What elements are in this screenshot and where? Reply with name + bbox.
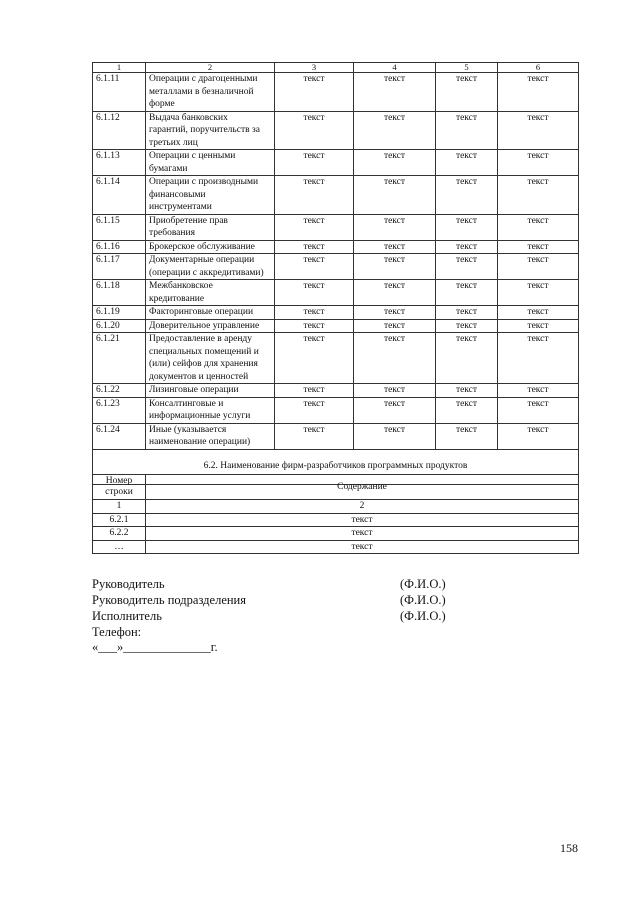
operation-name-line: Доверительное управление — [149, 320, 260, 331]
operation-name — [146, 280, 275, 306]
column-number-1: 1 — [93, 63, 146, 73]
operation-row — [93, 280, 579, 306]
value-cell-col6: текст — [498, 254, 579, 280]
dev-colnum-1: 1 — [93, 500, 146, 514]
operation-name-line: Иные (указывается — [149, 424, 227, 435]
value-cell-col6: текст — [498, 150, 579, 176]
operation-name — [146, 423, 275, 449]
operation-row — [93, 73, 579, 112]
operation-name-line: (или) сейфов для хранения — [149, 359, 258, 369]
operation-name — [146, 306, 275, 320]
value-cell-col4: текст — [354, 176, 436, 215]
operation-name-line: кредитование — [149, 293, 205, 304]
value-cell-col5: текст — [436, 280, 498, 306]
value-cell-col6: текст — [498, 384, 579, 398]
column-number-row — [93, 63, 579, 73]
value-cell-col6: текст — [498, 111, 579, 150]
operation-name — [146, 240, 275, 254]
signature-head-label: Руководитель — [92, 577, 165, 591]
row-number: 6.1.12 — [93, 111, 146, 150]
dev-row — [93, 540, 579, 554]
row-number: 6.1.18 — [93, 280, 146, 306]
value-cell-col4: текст — [354, 73, 436, 112]
value-cell-col4: текст — [354, 214, 436, 240]
value-cell-col5: текст — [436, 111, 498, 150]
row-number: 6.1.14 — [93, 176, 146, 215]
operation-row — [93, 240, 579, 254]
operation-name-line: Операции с ценными — [149, 151, 236, 161]
dev-header-number: Номер строки — [93, 475, 146, 500]
operation-row — [93, 333, 579, 384]
operation-name — [146, 73, 275, 112]
operation-name-line: гарантий, поручительств за — [149, 125, 260, 135]
column-number-6: 6 — [498, 63, 579, 73]
operation-name — [146, 384, 275, 398]
operation-name — [146, 254, 275, 280]
value-cell-col3: текст — [275, 214, 354, 240]
value-cell-col6: текст — [498, 214, 579, 240]
operation-name-line: Предоставление в аренду — [149, 334, 253, 344]
operation-name-line: Консалтинговые и — [149, 398, 224, 409]
operation-name — [146, 176, 275, 215]
operation-name-line: металлами в безналичной — [149, 86, 254, 97]
value-cell-col6: текст — [498, 397, 579, 423]
dev-row — [93, 513, 579, 527]
value-cell-col4: текст — [354, 254, 436, 280]
value-cell-col5: текст — [436, 240, 498, 254]
value-cell-col5: текст — [436, 150, 498, 176]
value-cell-col5: текст — [436, 254, 498, 280]
value-cell-col4: текст — [354, 280, 436, 306]
section-title: 6.2. Наименование фирм-разработчиков программных продуктов — [93, 449, 579, 484]
value-cell-col5: текст — [436, 214, 498, 240]
operation-name-line: Брокерское обслуживание — [149, 241, 255, 252]
column-number-2: 2 — [146, 63, 275, 73]
operation-name-line: Операции с драгоценными — [149, 74, 258, 84]
value-cell-col4: текст — [354, 150, 436, 176]
row-number: 6.1.21 — [93, 333, 146, 384]
value-cell-col4: текст — [354, 397, 436, 423]
column-number-3: 3 — [275, 63, 354, 73]
operation-name-line: Факторинговые операции — [149, 307, 254, 317]
value-cell-col3: текст — [275, 73, 354, 112]
value-cell-col3: текст — [275, 111, 354, 150]
operation-row — [93, 214, 579, 240]
row-number: 6.1.22 — [93, 384, 146, 398]
signature-phone-label: Телефон: — [92, 625, 142, 639]
value-cell-col3: текст — [275, 280, 354, 306]
operation-row — [93, 176, 579, 215]
operation-name — [146, 214, 275, 240]
value-cell-col4: текст — [354, 111, 436, 150]
value-cell-col3: текст — [275, 176, 354, 215]
value-cell-col4: текст — [354, 333, 436, 384]
value-cell-col5: текст — [436, 423, 498, 449]
operation-row — [93, 254, 579, 280]
dev-colnum-2: 2 — [146, 500, 579, 514]
value-cell-col4: текст — [354, 423, 436, 449]
operation-name-line: инструментами — [149, 202, 212, 212]
value-cell-col5: текст — [436, 73, 498, 112]
signature-dept-head-label: Руководитель подразделения — [92, 593, 246, 607]
operation-name-line: специальных помещений и — [149, 346, 259, 357]
dev-row-number: 6.2.1 — [93, 513, 146, 527]
dev-row-content: текст — [146, 527, 579, 541]
operation-name-line: форме — [149, 99, 175, 109]
row-number: 6.1.19 — [93, 306, 146, 320]
operation-name-line: информационные услуги — [149, 411, 251, 421]
row-number: 6.1.13 — [93, 150, 146, 176]
value-cell-col3: текст — [275, 397, 354, 423]
row-number: 6.1.23 — [93, 397, 146, 423]
operation-name — [146, 150, 275, 176]
operation-name-line: Приобретение прав — [149, 215, 228, 226]
dev-header-content: Содержание — [146, 475, 579, 500]
column-number-4: 4 — [354, 63, 436, 73]
dev-row-number: … — [93, 540, 146, 554]
operation-name-line: (операции с аккредитивами) — [149, 267, 264, 278]
row-number: 6.1.15 — [93, 214, 146, 240]
signature-executor-name: (Ф.И.О.) — [400, 609, 446, 623]
operation-row — [93, 319, 579, 333]
dev-row-number: 6.2.2 — [93, 527, 146, 541]
row-number: 6.1.16 — [93, 240, 146, 254]
value-cell-col3: текст — [275, 150, 354, 176]
signature-head-name: (Ф.И.О.) — [400, 577, 446, 591]
value-cell-col4: текст — [354, 240, 436, 254]
value-cell-col6: текст — [498, 423, 579, 449]
dev-colnum-row — [93, 500, 579, 514]
operation-name-line: Документарные операции — [149, 255, 255, 265]
value-cell-col6: текст — [498, 280, 579, 306]
value-cell-col3: текст — [275, 254, 354, 280]
operation-row — [93, 384, 579, 398]
operation-name — [146, 111, 275, 150]
signature-executor-label: Исполнитель — [92, 609, 162, 623]
value-cell-col3: текст — [275, 319, 354, 333]
operation-name-line: Лизинговые операции — [149, 385, 239, 395]
value-cell-col3: текст — [275, 333, 354, 384]
operation-name-line: требования — [149, 228, 195, 238]
operation-name-line: Межбанковское — [149, 281, 213, 291]
value-cell-col4: текст — [354, 306, 436, 320]
dev-row — [93, 527, 579, 541]
value-cell-col5: текст — [436, 319, 498, 333]
operation-name-line: наименование операции) — [149, 437, 251, 447]
value-cell-col5: текст — [436, 306, 498, 320]
operation-row — [93, 306, 579, 320]
row-number: 6.1.11 — [93, 73, 146, 112]
operation-name — [146, 333, 275, 384]
row-number: 6.1.24 — [93, 423, 146, 449]
value-cell-col5: текст — [436, 176, 498, 215]
developers-table — [92, 474, 579, 554]
operation-name-line: финансовыми — [149, 189, 206, 200]
operation-row — [93, 397, 579, 423]
value-cell-col4: текст — [354, 384, 436, 398]
page-number: 158 — [560, 841, 578, 855]
date-line: «___»______________г. — [92, 640, 218, 654]
operation-name — [146, 397, 275, 423]
operation-name-line: бумагами — [149, 163, 188, 174]
value-cell-col3: текст — [275, 384, 354, 398]
signature-dept-head-name: (Ф.И.О.) — [400, 593, 446, 607]
row-number: 6.1.17 — [93, 254, 146, 280]
row-number: 6.1.20 — [93, 319, 146, 333]
value-cell-col4: текст — [354, 319, 436, 333]
value-cell-col6: текст — [498, 73, 579, 112]
value-cell-col6: текст — [498, 240, 579, 254]
dev-row-content: текст — [146, 540, 579, 554]
operation-name-line: третьих лиц — [149, 137, 198, 148]
value-cell-col5: текст — [436, 384, 498, 398]
operation-name — [146, 319, 275, 333]
operation-row — [93, 423, 579, 449]
value-cell-col6: текст — [498, 333, 579, 384]
value-cell-col6: текст — [498, 306, 579, 320]
operation-name-line: документов и ценностей — [149, 371, 249, 382]
operation-row — [93, 150, 579, 176]
value-cell-col5: текст — [436, 333, 498, 384]
value-cell-col6: текст — [498, 319, 579, 333]
operation-row — [93, 111, 579, 150]
operation-name-line: Выдача банковских — [149, 112, 228, 123]
dev-row-content: текст — [146, 513, 579, 527]
value-cell-col6: текст — [498, 176, 579, 215]
value-cell-col3: текст — [275, 240, 354, 254]
value-cell-col3: текст — [275, 423, 354, 449]
operations-table — [92, 62, 579, 485]
value-cell-col5: текст — [436, 397, 498, 423]
value-cell-col3: текст — [275, 306, 354, 320]
operation-name-line: Операции с производными — [149, 177, 259, 187]
dev-header-row — [93, 475, 579, 500]
column-number-5: 5 — [436, 63, 498, 73]
